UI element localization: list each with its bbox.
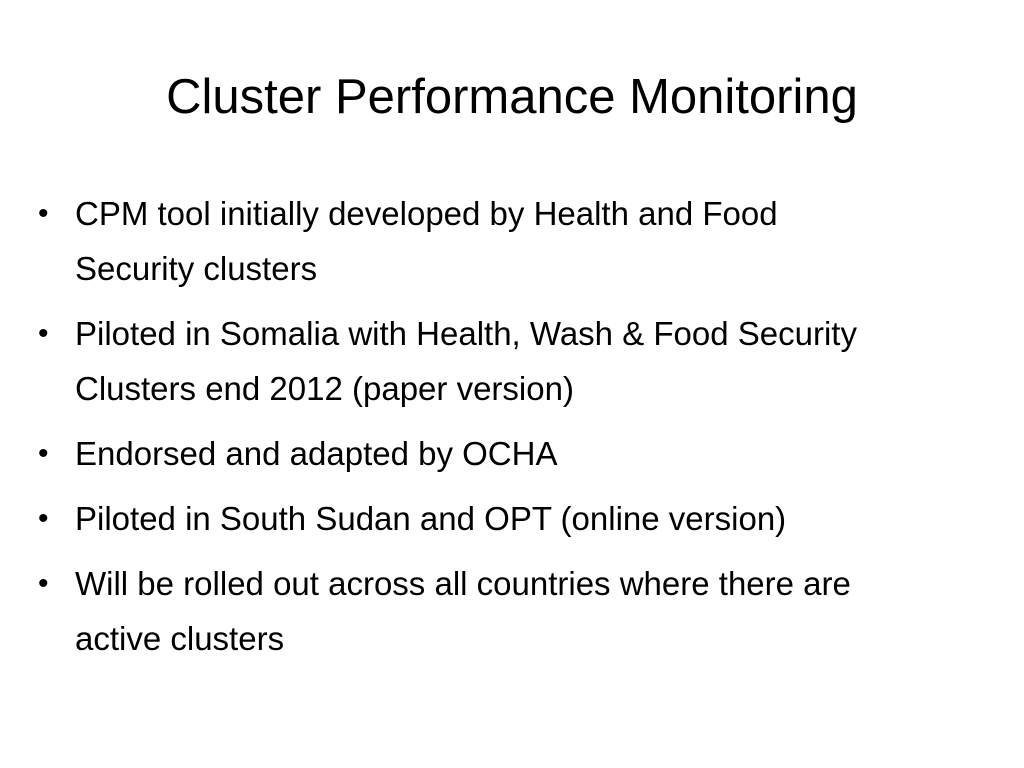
bullet-item — [38, 556, 905, 666]
bullet-dot-icon: • — [38, 317, 49, 350]
bullet-item — [38, 491, 978, 546]
bullet-text: CPM tool initially developed by Health and Food Security clusters — [75, 195, 778, 287]
bullet-dot-icon: • — [38, 567, 49, 600]
bullet-text: Will be rolled out across all countries where there are active clusters — [75, 565, 851, 657]
bullet-dot-icon: • — [38, 502, 49, 535]
bullet-text: Piloted in South Sudan and OPT (online version) — [75, 500, 787, 537]
bullet-dot-icon: • — [38, 197, 49, 230]
bullet-text: Endorsed and adapted by OCHA — [75, 435, 558, 472]
bullet-item — [38, 186, 875, 296]
bullet-item — [38, 306, 945, 416]
slide-title: Cluster Performance Monitoring — [166, 70, 858, 124]
bullet-dot-icon: • — [38, 437, 49, 470]
bullet-list — [38, 186, 978, 676]
bullet-text: Piloted in Somalia with Health, Wash & Food Security Clusters end 2012 (paper version) — [75, 315, 857, 407]
bullet-item — [38, 426, 978, 481]
